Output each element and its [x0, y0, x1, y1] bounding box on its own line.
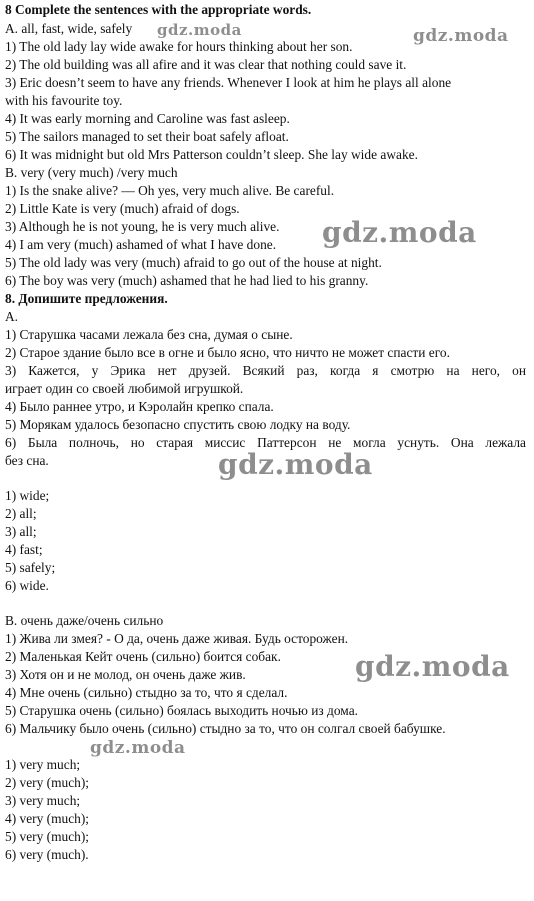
answer-b-3: 3) very much;	[5, 793, 81, 808]
b-en-line-6: 6) The boy was very (much) ashamed that he had lied to his granny.	[5, 273, 369, 288]
b-ru-line-1: 1) Жива ли змея? - О да, очень даже живая. Будь осторожен.	[5, 631, 349, 646]
a-ru-line-5: 5) Морякам удалось безопасно спустить свою лодку на воду.	[5, 417, 351, 432]
a-en-line-1: 1) The old lady lay wide awake for hours thinking about her son.	[5, 39, 353, 54]
a-ru-line-6: 6) Была полночь, но старая миссис Паттерсон не могла уснуть. Она лежала	[5, 435, 526, 450]
watermark-logo: gdz.moda	[355, 650, 510, 683]
b-ru-line-5: 5) Старушка очень (сильно) боялась выходить ночью из дома.	[5, 703, 358, 718]
answer-a-2: 2) all;	[5, 506, 37, 521]
answer-b-1: 1) very much;	[5, 757, 81, 772]
a-en-line-4: 4) It was early morning and Caroline was fast asleep.	[5, 111, 290, 126]
a-en-line-3: 3) Eric doesn’t seem to have any friends. Whenever I look at him he plays all alone	[5, 75, 452, 90]
section-b-en-title: B. very (very much) /very much	[5, 165, 178, 180]
section-b-ru-title: В. очень даже/очень сильно	[5, 613, 164, 628]
answer-b-6: 6) very (much).	[5, 847, 89, 862]
answer-b-2: 2) very (much);	[5, 775, 90, 790]
b-ru-line-3: 3) Хотя он и не молод, он очень даже жив.	[5, 667, 246, 682]
a-en-line-6: 6) It was midnight but old Mrs Patterson couldn’t sleep. She lay wide awake.	[5, 147, 418, 162]
answer-a-4: 4) fast;	[5, 542, 43, 557]
a-ru-line-3-cont: играет один со своей любимой игрушкой.	[5, 381, 244, 396]
watermark-logo: gdz.moda	[413, 26, 509, 46]
exercise-heading-ru: 8. Допишите предложения.	[5, 291, 168, 306]
b-ru-line-2: 2) Маленькая Кейт очень (сильно) боится собак.	[5, 649, 281, 664]
b-en-line-1: 1) Is the snake alive? — Oh yes, very much alive. Be careful.	[5, 183, 335, 198]
answer-a-6: 6) wide.	[5, 578, 49, 593]
answer-b-4: 4) very (much);	[5, 811, 90, 826]
section-a-ru-title: А.	[5, 309, 19, 324]
b-ru-line-4: 4) Мне очень (сильно) стыдно за то, что я сделал.	[5, 685, 288, 700]
watermark-logo: gdz.moda	[322, 216, 477, 249]
a-ru-line-1: 1) Старушка часами лежала без сна, думая о сыне.	[5, 327, 293, 342]
b-en-line-4: 4) I am very (much) ashamed of what I have done.	[5, 237, 277, 252]
section-a-en-title: A. all, fast, wide, safely	[5, 21, 133, 36]
a-en-line-3-cont: with his favourite toy.	[5, 93, 123, 108]
exercise-heading-en: 8 Complete the sentences with the appropriate words.	[5, 2, 312, 17]
answer-b-5: 5) very (much);	[5, 829, 90, 844]
answer-a-1: 1) wide;	[5, 488, 50, 503]
answer-a-3: 3) all;	[5, 524, 37, 539]
a-ru-line-6-cont: без сна.	[5, 453, 49, 468]
answer-a-5: 5) safely;	[5, 560, 56, 575]
b-ru-line-6: 6) Мальчику было очень (сильно) стыдно за то, что он солгал своей бабушке.	[5, 721, 446, 736]
watermark-logo: gdz.moda	[157, 21, 242, 39]
a-ru-line-2: 2) Старое здание было все в огне и было ясно, что ничто не может спасти его.	[5, 345, 450, 360]
a-ru-line-4: 4) Было раннее утро, и Кэролайн крепко спала.	[5, 399, 274, 414]
watermark-logo: gdz.moda	[90, 738, 186, 758]
a-ru-line-3: 3) Кажется, у Эрика нет друзей. Всякий раз, когда я смотрю на него, он	[5, 363, 526, 378]
b-en-line-3: 3) Although he is not young, he is very much alive.	[5, 219, 280, 234]
b-en-line-2: 2) Little Kate is very (much) afraid of dogs.	[5, 201, 240, 216]
a-en-line-2: 2) The old building was all afire and it was clear that nothing could save it.	[5, 57, 407, 72]
b-en-line-5: 5) The old lady was very (much) afraid to go out of the house at night.	[5, 255, 382, 270]
watermark-logo: gdz.moda	[218, 448, 373, 481]
a-en-line-5: 5) The sailors managed to set their boat safely afloat.	[5, 129, 289, 144]
